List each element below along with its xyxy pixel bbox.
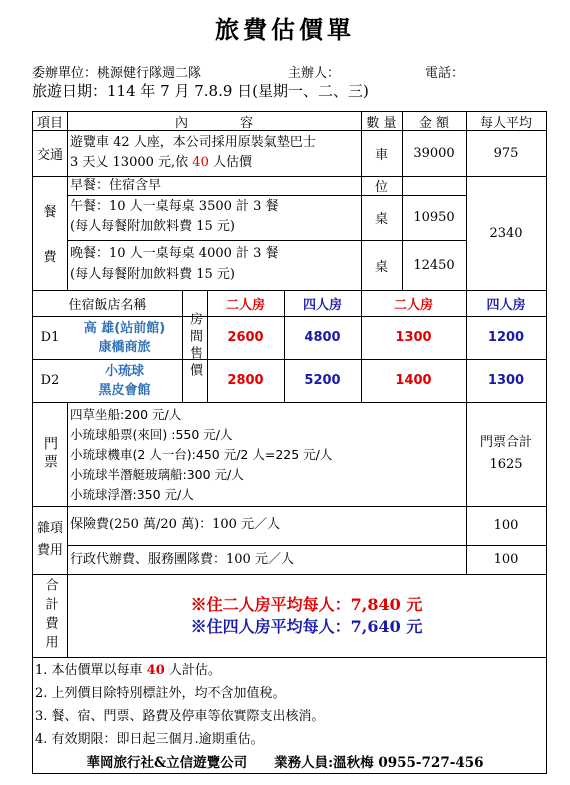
transport-avg: 975 xyxy=(493,145,519,161)
hotel-d1-price-4: 1200 xyxy=(487,330,525,345)
hotel-d2-price-3: 1400 xyxy=(395,373,432,388)
organizer-unit: 委辦單位：桃源健行隊週二隊 xyxy=(32,66,202,81)
transport-amount: 39000 xyxy=(413,145,455,161)
footer-company: 華岡旅行社&立信遊覽公司 業務人員:溫秋梅 0955-727-456 xyxy=(86,755,484,771)
phone-label: 電話： xyxy=(425,66,465,81)
hotel-d2-price-4: 1300 xyxy=(487,373,525,388)
hotel-d1-id: D1 xyxy=(40,330,60,345)
transport-label: 交通 xyxy=(36,147,63,163)
room-type-3: 二人房 xyxy=(393,297,433,313)
note-2: 2. 上列價目除特別標註外，均不含加值稅。 xyxy=(35,686,286,701)
col-amount: 金 額 xyxy=(418,115,450,131)
transport-line1: 遊覽車 42 人座，本公司採用原裝氣墊巴士 xyxy=(70,135,316,150)
breakfast-unit: 位 xyxy=(374,180,388,195)
hotel-d1-price-3: 1300 xyxy=(395,330,432,345)
col-item: 項目 xyxy=(36,115,63,131)
hotel-d1-name: 高 雄(站前館) 康橋商旅 xyxy=(83,320,166,355)
meal-lunch-line2: (每人每餐附加飲料費 15 元) xyxy=(70,219,235,234)
misc-insurance-avg: 100 xyxy=(493,518,519,533)
misc-admin-avg: 100 xyxy=(493,552,519,567)
hotel-d2-name: 小琉球 黑皮會館 xyxy=(98,363,151,398)
hotel-d2-id: D2 xyxy=(40,373,60,388)
meals-avg: 2340 xyxy=(489,225,523,241)
tickets-label: 門票 xyxy=(42,436,58,472)
misc-insurance: 保險費(250 萬/20 萬)：100 元／人 xyxy=(70,517,281,532)
ticket-item-4: 小琉球半潛艇玻璃船:300 元/人 xyxy=(70,467,244,482)
misc-admin: 行政代辦費、服務團隊費：100 元／人 xyxy=(70,552,294,567)
meal-breakfast: 早餐：住宿含早 xyxy=(70,178,162,193)
room-price-label: 房間售價 xyxy=(187,312,202,380)
host-label: 主辦人： xyxy=(288,66,341,81)
room-type-4: 四人房 xyxy=(486,297,526,313)
note-4: 4. 有效期限：即日起三個月.逾期重估。 xyxy=(35,732,264,747)
total-four-person: ※住四人房平均每人：7,640 元 xyxy=(190,616,423,636)
hotel-header: 住宿飯店名稱 xyxy=(68,297,147,313)
meal-lunch-line1: 午餐：10 人一桌每桌 3500 計 3 餐 xyxy=(70,199,279,214)
hotel-d2-price-2: 5200 xyxy=(304,373,341,388)
dinner-amount: 12450 xyxy=(413,257,455,273)
col-content: 內 容 xyxy=(174,115,253,131)
dinner-unit: 桌 xyxy=(374,259,388,275)
room-type-1: 二人房 xyxy=(225,297,265,313)
col-avg: 每人平均 xyxy=(479,115,532,131)
total-summary xyxy=(67,574,546,657)
room-type-2: 四人房 xyxy=(302,297,342,313)
note-1: 1. 本估價單以每車 40 人計估。 xyxy=(35,663,221,678)
ticket-item-3: 小琉球機車(2 人一台):450 元/2 人=225 元/人 xyxy=(70,447,333,462)
lunch-amount: 10950 xyxy=(413,210,455,225)
estimate-table xyxy=(32,111,547,774)
total-label: 合計費用 xyxy=(42,577,58,654)
travel-date: 旅遊日期：114 年 7 月 7.8.9 日(星期一、二、三) xyxy=(32,82,369,100)
col-qty: 數 量 xyxy=(366,115,397,131)
ticket-item-5: 小琉球浮潛:350 元/人 xyxy=(70,487,194,502)
transport-unit: 車 xyxy=(374,147,388,163)
note-3: 3. 餐、宿、門票、路費及停車等依實際支出核消。 xyxy=(35,709,325,724)
tickets-total: 門票合計 1625 xyxy=(479,435,532,472)
ticket-item-2: 小琉球船票(來回) :550 元/人 xyxy=(70,427,233,442)
misc-label: 雜項費用 xyxy=(36,521,63,558)
hotel-d2-price-1: 2800 xyxy=(227,373,264,388)
document-title: 旅費估價單 xyxy=(215,15,355,44)
meals-label: 餐 費 xyxy=(43,205,57,265)
lunch-unit: 桌 xyxy=(374,212,388,227)
total-two-person: ※住二人房平均每人：7,840 元 xyxy=(190,594,423,614)
transport-line2: 3 天乂 13000 元,依 40 人估價 xyxy=(70,155,252,170)
ticket-item-1: 四草坐船:200 元/人 xyxy=(70,407,182,422)
meal-dinner-line1: 晚餐：10 人一桌每桌 4000 計 3 餐 xyxy=(70,246,279,261)
meal-dinner-line2: (每人每餐附加飲料費 15 元) xyxy=(70,267,235,282)
hotel-d1-price-2: 4800 xyxy=(304,330,341,345)
hotel-d1-price-1: 2600 xyxy=(227,330,264,345)
